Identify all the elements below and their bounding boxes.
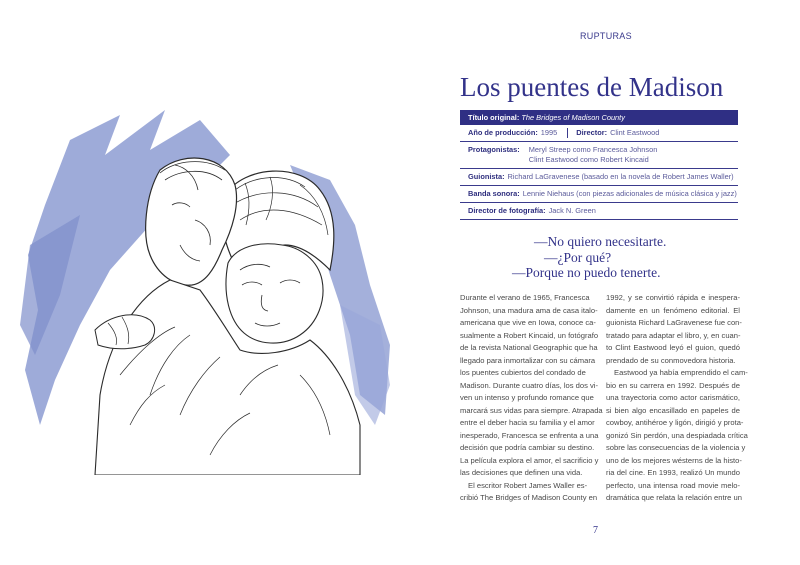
writer-value: Richard LaGravenese (basado en la novela de Robert James Waller)	[507, 172, 734, 181]
film-datasheet	[460, 110, 738, 220]
text-line: cribió The Bridges of Madison County en	[460, 493, 598, 502]
cast-member: Clint Eastwood como Robert Kincaid	[528, 155, 649, 164]
soundtrack-label: Banda sonora:	[468, 189, 520, 198]
year-director-row	[460, 125, 738, 142]
year-value: 1995	[540, 128, 558, 137]
text-line: guionista Richard LaGravenese fue con-	[606, 318, 742, 327]
text-line: sobre las consecuencias de la violencia y	[606, 443, 746, 452]
cinematographer-row	[460, 203, 738, 220]
text-line: las decisiones que definen una vida.	[460, 468, 583, 477]
text-line: inesperado, Francesca se enfrenta a una	[460, 430, 599, 440]
text-line: sualmente a Robert Kincaid, un fotógrafo	[460, 330, 599, 340]
text-line: entre el deber hacia su familia y el amor	[460, 418, 595, 427]
quote-line: —¿Por qué?	[544, 249, 612, 265]
quote-line: —Porque no puedo tenerte.	[512, 265, 661, 280]
body-column-left	[460, 292, 603, 505]
text-line: dramática que relata la relación entre un	[606, 493, 742, 502]
writer-label: Guionista:	[468, 172, 505, 181]
text-line: uno de los mejores wésterns de la histo-	[606, 455, 742, 465]
quote-line: —No quiero necesitarte.	[534, 234, 667, 249]
original-title-row	[460, 110, 738, 125]
cinematographer-label: Director de fotografía:	[468, 206, 546, 215]
section-header: RUPTURAS	[580, 31, 632, 41]
text-line: Johnson, una madura ama de casa italo-	[460, 305, 598, 315]
text-line: marcará sus vidas para siempre. Atrapada	[460, 405, 603, 415]
cast-label: Protagonistas:	[468, 145, 520, 154]
soundtrack-row	[460, 186, 738, 203]
text-line: decisión que podría cambiar su destino.	[460, 443, 595, 452]
text-line: llegado para inmortalizar con su cámara	[460, 355, 596, 365]
text-line: perfecto, una intensa road movie melo-	[606, 480, 740, 490]
text-line: americana que vive en Iowa, conoce ca-	[460, 318, 596, 327]
page-number: 7	[593, 525, 598, 536]
director-value: Clint Eastwood	[610, 128, 660, 137]
text-line: una trayectoria como actor carismático,	[606, 393, 740, 402]
text-line: tratado para adaptar el libro, y, en cuan-	[606, 330, 741, 340]
cast-list	[529, 145, 658, 165]
text-line: 1992, y se convirtió rápida e inespera-	[606, 293, 740, 302]
body-column-right	[606, 292, 748, 505]
film-title: Los puentes de Madison	[460, 72, 724, 102]
text-line: gonizó Sin perdón, una despiadada crítica	[606, 430, 748, 440]
text-line: to Clint Eastwood leyó el guion, quedó	[606, 343, 740, 352]
text-line: La película explora el amor, el sacrificio y	[460, 455, 599, 465]
text-line: cowboy, antihéroe y ligón, dirigió y prota-	[606, 418, 744, 427]
year-label: Año de producción:	[468, 128, 538, 137]
soundtrack-value: Lennie Niehaus (con piezas adicionales de música clásica y jazz)	[522, 189, 737, 198]
text-line: ria del cine. En 1993, realizó Un mundo	[606, 468, 740, 477]
original-title-label: Título original:	[468, 113, 520, 122]
text-line: de la revista National Geographic que ha	[460, 343, 598, 352]
text-line: los puentes cubiertos del condado de	[460, 368, 586, 377]
text-line: ven un intenso y profundo romance que	[460, 393, 594, 402]
text-line: si bien algo encasillado en papeles de	[606, 405, 740, 415]
cast-member: Meryl Streep como Francesca Johnson	[528, 145, 658, 154]
row-divider	[567, 128, 568, 138]
text-line: El escritor Robert James Waller es-	[468, 480, 588, 490]
text-line: bio en su carrera en 1992. Después de	[606, 380, 740, 390]
text-line: Madison. Durante cuatro días, los dos vi-	[460, 380, 599, 390]
writer-row	[460, 169, 738, 186]
cast-row	[460, 142, 738, 169]
text-line: Durante el verano de 1965, Francesca	[460, 293, 590, 302]
cinematographer-value: Jack N. Green	[548, 206, 596, 215]
director-label: Director:	[576, 128, 608, 137]
original-title-value: The Bridges of Madison County	[521, 113, 625, 122]
dialogue-quote	[460, 234, 738, 281]
text-line: prendado de su conmovedora historia.	[606, 355, 736, 365]
couple-illustration	[0, 95, 395, 475]
text-line: damente en un fenómeno editorial. El	[606, 305, 740, 315]
text-line: Eastwood ya había emprendido el cam-	[614, 368, 748, 377]
